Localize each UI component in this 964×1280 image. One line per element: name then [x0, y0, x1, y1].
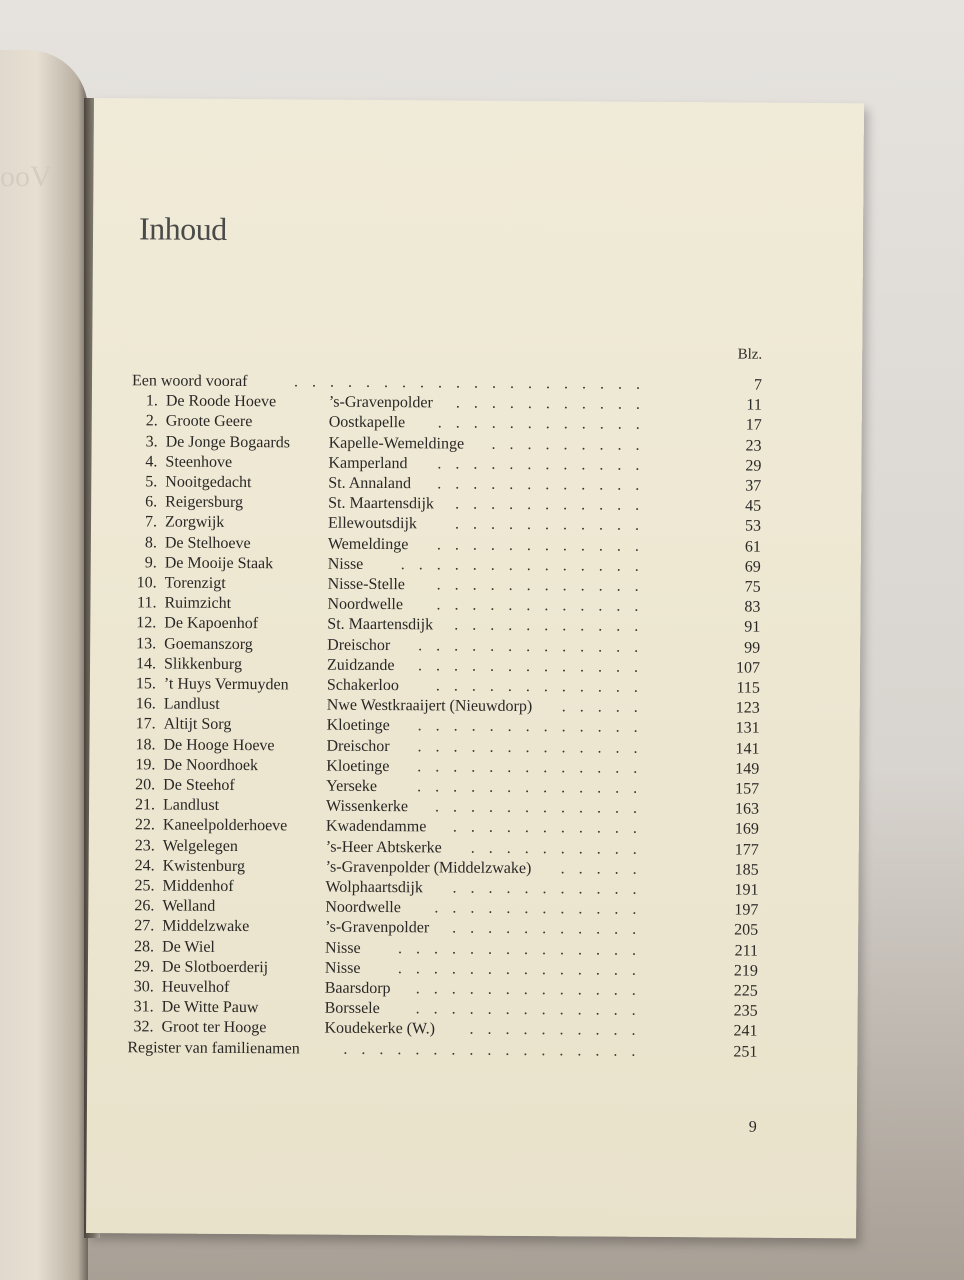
leader-dots: ............. — [417, 717, 652, 737]
entry-page-number: 157 — [735, 780, 760, 798]
entry-place: Oostkapelle — [328, 414, 406, 432]
entry-page-number: 149 — [735, 760, 760, 778]
entry-page-number: 235 — [733, 1002, 758, 1020]
entry-place: St. Maartensdijk — [327, 616, 434, 634]
leader-dots: ............ — [434, 798, 652, 818]
leader-dots: ............ — [436, 535, 653, 555]
leader-dots: ..... — [560, 860, 651, 878]
leader-dots: ........... — [454, 616, 653, 636]
entry-number: 15. — [135, 675, 156, 693]
entry-title: De Slotboerderij — [161, 958, 269, 977]
entry-page-number: 141 — [735, 740, 760, 758]
toc-row — [127, 1038, 758, 1063]
entry-place: St. Annaland — [328, 474, 412, 493]
entry-number: 26. — [134, 897, 155, 915]
entry-title: De Witte Pauw — [161, 998, 259, 1017]
book-page — [86, 98, 864, 1238]
leader-dots: ............. — [417, 778, 652, 797]
leader-dots: ............. — [415, 1000, 650, 1020]
entry-place: St. Maartensdijk — [328, 494, 434, 513]
leader-dots: ............ — [436, 596, 653, 616]
entry-number: 20. — [135, 776, 156, 794]
entry-title: ’t Huys Vermuyden — [163, 675, 289, 694]
page-heading: Inhoud — [138, 210, 227, 247]
entry-title: Register van familienamen — [127, 1038, 300, 1058]
entry-number: 17. — [135, 715, 156, 733]
entry-title: Een woord vooraf — [131, 372, 248, 391]
leader-dots: ............ — [436, 576, 653, 595]
entry-page-number: 251 — [733, 1043, 758, 1061]
leader-dots: ............ — [434, 899, 651, 919]
leader-dots: .............. — [397, 959, 650, 979]
leader-dots: ................. — [343, 1040, 650, 1060]
entry-title: Groote Geere — [165, 412, 253, 431]
entry-number: 8. — [144, 533, 157, 552]
leader-dots: ......... — [491, 435, 654, 454]
entry-number: 25. — [134, 877, 155, 895]
entry-page-number: 91 — [744, 618, 761, 637]
leader-dots: ........... — [455, 394, 654, 414]
entry-page-number: 197 — [734, 901, 759, 919]
entry-number: 3. — [145, 432, 158, 451]
leader-dots: ............. — [417, 737, 652, 757]
entry-place: Kamperland — [328, 454, 408, 472]
entry-place: ’s-Gravenpolder — [328, 393, 433, 412]
entry-number: 21. — [135, 796, 156, 814]
entry-place: Kloetinge — [326, 717, 390, 735]
entry-title: De Jonge Bogaards — [165, 433, 291, 451]
entry-place: Koudekerke (W.) — [324, 1020, 436, 1038]
entry-place: Ellewoutsdijk — [327, 515, 417, 533]
entry-place: Noordwelle — [327, 595, 404, 614]
entry-title: Kaneelpolderhoeve — [162, 816, 288, 835]
entry-page-number: 7 — [753, 376, 763, 394]
entry-page-number: 75 — [744, 578, 761, 596]
leader-dots: ............. — [417, 758, 652, 777]
entry-number: 4. — [145, 453, 158, 471]
entry-title: Steenhove — [165, 453, 233, 471]
entry-title: Welland — [162, 897, 216, 916]
entry-number: 28. — [134, 937, 155, 956]
entry-number: 16. — [135, 695, 156, 713]
entry-place: Kloetinge — [326, 757, 390, 775]
entry-title: De Mooije Staak — [164, 554, 274, 573]
leader-dots: ........... — [452, 919, 651, 939]
entry-place: Baarsdorp — [324, 979, 391, 998]
entry-number: 13. — [136, 634, 157, 653]
entry-number: 11. — [137, 594, 157, 612]
page-number: 9 — [748, 1118, 757, 1136]
entry-place: Nisse — [325, 939, 361, 957]
entry-number: 30. — [133, 978, 154, 996]
left-page — [0, 50, 88, 1280]
entry-title: De Wiel — [162, 938, 215, 956]
entry-number: 14. — [135, 655, 157, 673]
entry-title: De Noordhoek — [163, 756, 259, 774]
entry-page-number: 11 — [746, 396, 762, 414]
entry-title: De Kapoenhof — [164, 614, 259, 633]
entry-place: Nisse — [324, 959, 361, 977]
leader-dots: ........... — [455, 495, 654, 515]
entry-page-number: 29 — [745, 457, 762, 475]
entry-place: Nisse — [327, 555, 364, 573]
entry-page-number: 17 — [745, 416, 762, 435]
entry-title: De Roode Hoeve — [165, 392, 277, 411]
entry-number: 2. — [145, 412, 158, 430]
leader-dots: ........... — [452, 818, 651, 838]
entry-page-number: 163 — [734, 800, 760, 818]
leader-dots: ........... — [452, 879, 651, 898]
entry-page-number: 225 — [733, 982, 758, 1000]
entry-place: Wemeldinge — [327, 535, 409, 553]
leader-dots: .......... — [469, 1021, 650, 1040]
entry-page-number: 211 — [734, 942, 759, 960]
entry-number: 24. — [134, 857, 155, 875]
entry-title: Torenzigt — [164, 574, 226, 592]
entry-number: 22. — [134, 816, 155, 834]
entry-number: 12. — [136, 614, 157, 632]
entry-place: ’s-Heer Abtskerke — [325, 838, 442, 857]
leader-dots: .............. — [398, 939, 651, 959]
entry-title: Altijt Sorg — [163, 715, 232, 734]
entry-page-number: 185 — [734, 861, 759, 879]
leader-dots: .......... — [470, 839, 651, 858]
leader-dots: ............. — [417, 657, 653, 676]
leader-dots: .............. — [400, 555, 653, 575]
leader-dots: ............. — [418, 636, 653, 656]
entry-title: De Stelhoeve — [164, 534, 251, 552]
entry-title: Zorgwijk — [164, 513, 225, 532]
entry-page-number: 191 — [734, 881, 759, 899]
entry-title: Landlust — [163, 695, 220, 714]
leader-dots: ........... — [454, 515, 654, 535]
entry-number: 9. — [144, 554, 157, 572]
entry-number: 27. — [134, 917, 155, 935]
leader-dots: ............ — [435, 677, 652, 696]
entry-place: ’s-Gravenpolder (Middelzwake) — [325, 858, 532, 877]
leader-dots: ............. — [415, 980, 650, 999]
entry-place: Dreischor — [327, 636, 391, 654]
page-column-header: Blz. — [737, 346, 763, 363]
entry-page-number: 219 — [733, 962, 758, 980]
entry-title: Heuvelhof — [161, 978, 230, 996]
entry-page-number: 53 — [744, 517, 762, 536]
leader-dots: ............ — [437, 475, 654, 494]
entry-place: ’s-Gravenpolder — [325, 919, 430, 937]
entry-number: 31. — [133, 998, 154, 1016]
entry-title: Reigersburg — [165, 493, 244, 512]
leader-dots: .................... — [293, 373, 655, 393]
entry-page-number: 177 — [734, 841, 759, 859]
entry-page-number: 83 — [744, 598, 761, 616]
entry-place: Borssele — [324, 999, 380, 1018]
entry-place: Nwe Westkraaijert (Nieuwdorp) — [326, 696, 533, 716]
leader-dots: ............ — [437, 455, 654, 474]
entry-place: Noordwelle — [325, 898, 401, 917]
entry-title: De Steehof — [163, 776, 235, 794]
entry-page-number: 37 — [745, 477, 762, 495]
entry-place: Zuidzande — [326, 656, 395, 674]
entry-page-number: 241 — [733, 1022, 758, 1041]
entry-title: Welgelegen — [162, 837, 238, 855]
entry-place: Schakerloo — [326, 676, 399, 695]
entry-page-number: 23 — [745, 437, 762, 455]
entry-place: Kwadendamme — [325, 818, 427, 836]
leader-dots: ..... — [561, 698, 652, 717]
entry-page-number: 45 — [745, 497, 762, 515]
entry-title: De Hooge Hoeve — [163, 736, 275, 754]
entry-place: Wolphaartsdijk — [325, 878, 423, 897]
entry-page-number: 115 — [736, 679, 760, 697]
entry-place: Kapelle-Wemeldinge — [328, 434, 465, 453]
entry-place: Wissenkerke — [326, 797, 409, 816]
entry-title: Goemanszorg — [164, 635, 253, 653]
leader-dots: ............ — [437, 414, 654, 434]
entry-place: Dreischor — [326, 737, 390, 755]
entry-page-number: 61 — [744, 538, 761, 556]
entry-place: Nisse-Stelle — [327, 575, 405, 594]
entry-title: Groot ter Hooge — [161, 1018, 267, 1037]
entry-number: 32. — [133, 1018, 154, 1036]
left-page-text-fragment: ooV — [0, 160, 52, 193]
entry-page-number: 123 — [735, 699, 760, 717]
entry-title: Slikkenburg — [163, 655, 243, 673]
entry-title: Nooitgedacht — [165, 473, 252, 492]
entry-title: Kwistenburg — [162, 857, 246, 875]
entry-number: 19. — [135, 756, 156, 774]
entry-number: 6. — [145, 493, 158, 511]
entry-page-number: 107 — [735, 659, 761, 677]
entry-number: 5. — [145, 473, 158, 491]
entry-page-number: 169 — [734, 820, 759, 839]
entry-page-number: 69 — [744, 558, 761, 576]
entry-page-number: 99 — [744, 639, 761, 657]
entry-place: Yerseke — [326, 777, 378, 795]
entry-number: 29. — [133, 958, 154, 976]
entry-title: Middelzwake — [162, 917, 250, 936]
entry-number: 7. — [144, 513, 158, 531]
entry-page-number: 205 — [734, 921, 759, 940]
entry-title: Ruimzicht — [164, 594, 232, 613]
entry-number: 23. — [134, 836, 155, 855]
entry-number: 1. — [145, 392, 158, 410]
entry-title: Middenhof — [162, 877, 234, 895]
entry-page-number: 131 — [735, 719, 760, 738]
entry-number: 10. — [136, 574, 157, 592]
entry-title: Landlust — [163, 796, 220, 815]
entry-number: 18. — [135, 735, 156, 754]
